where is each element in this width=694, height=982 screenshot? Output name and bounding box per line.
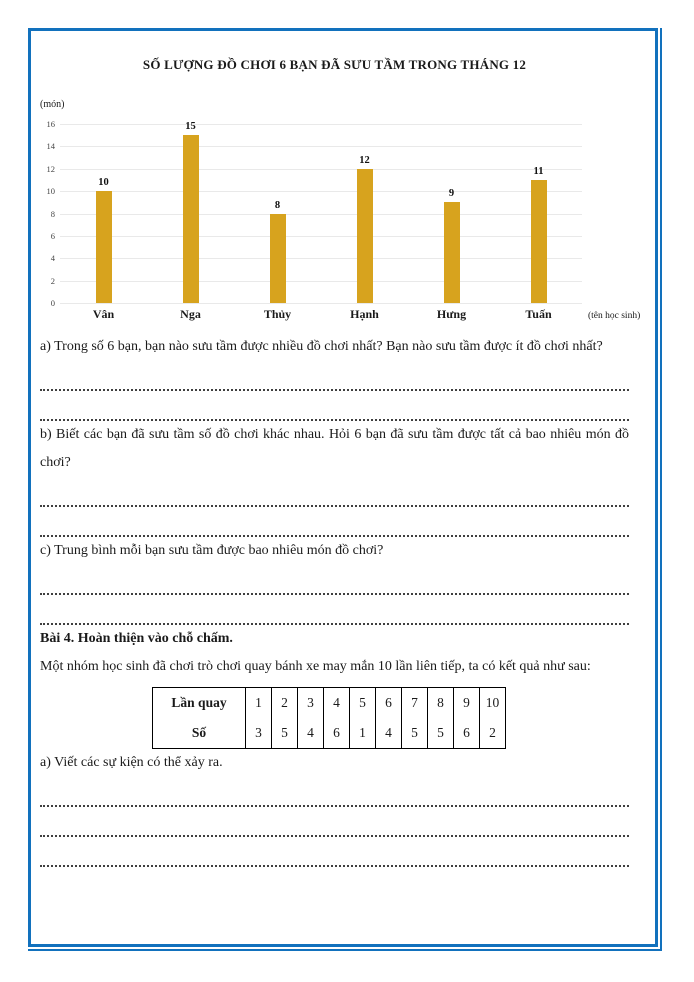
table-cell-spin: 6 [376, 688, 402, 719]
y-tick-label: 4 [50, 253, 55, 264]
y-tick-label: 8 [50, 208, 55, 219]
category-label-Vân: Vân [92, 307, 115, 321]
section4-question-a: a) Viết các sự kiện có thể xảy ra. [40, 755, 223, 770]
y-tick-label: 2 [50, 275, 55, 286]
answer-line [40, 565, 629, 595]
table-cell-number: 6 [324, 718, 350, 749]
table-cell-spin: 1 [246, 688, 272, 719]
y-tick-label: 12 [46, 163, 55, 174]
bar-slot [147, 121, 234, 303]
category-label-Hưng: Hưng [436, 307, 467, 321]
question-c: c) Trung bình mỗi bạn sưu tầm được bao nhiêu món đồ chơi? [40, 543, 384, 558]
bar-value-label: 12 [359, 154, 370, 166]
bar-chart [40, 99, 641, 333]
table-cell-number: 1 [350, 718, 376, 749]
table-cell-number: 5 [402, 718, 428, 749]
bar-slot [234, 124, 321, 303]
worksheet-page [28, 28, 658, 947]
section4-heading: Bài 4. Hoàn thiện vào chỗ chấm. [40, 631, 233, 646]
answer-line [40, 477, 629, 507]
table-row-spins [153, 688, 506, 719]
table-cell-spin: 2 [272, 688, 298, 719]
answer-line [40, 595, 629, 625]
grid-line [60, 303, 582, 304]
x-axis-category-labels [60, 307, 582, 322]
bar-Thủy [270, 214, 286, 304]
bar-value-label: 8 [274, 199, 281, 211]
bar-slot [321, 124, 408, 303]
question-a: a) Trong số 6 bạn, bạn nào sưu tầm được nhiều đồ chơi nhất? Bạn nào sưu tầm được ít đồ chơi nhất? [40, 339, 603, 354]
table-header-so: Số [153, 718, 246, 749]
table-row-numbers [153, 718, 506, 749]
bar-Hưng [444, 202, 460, 303]
bar-Nga [183, 135, 199, 303]
spin-results-table [152, 687, 506, 749]
answer-line [40, 391, 629, 421]
bar-value-label: 11 [533, 165, 544, 177]
bar-slot [60, 124, 147, 303]
table-cell-number: 6 [454, 718, 480, 749]
section4-intro: Một nhóm học sinh đã chơi trò chơi quay bánh xe may mắn 10 lần liên tiếp, ta có kết quả như sau: [40, 659, 591, 674]
x-axis-unit-label: (tên học sinh) [588, 311, 641, 321]
bar-value-label: 10 [98, 177, 109, 189]
table-cell-number: 3 [246, 718, 272, 749]
answer-line [40, 777, 629, 807]
y-axis-ticks [40, 119, 55, 308]
page-border-outer [28, 28, 662, 951]
y-tick-label: 10 [46, 186, 55, 197]
category-label-Tuấn: Tuấn [525, 307, 552, 321]
table-cell-spin: 4 [324, 688, 350, 719]
y-tick-label: 6 [50, 230, 55, 241]
answer-line [40, 361, 629, 391]
bar-slot [408, 124, 495, 303]
bars-container [60, 121, 582, 303]
y-tick-label: 14 [46, 141, 55, 152]
table-cell-number: 4 [376, 718, 402, 749]
chart-title: SỐ LƯỢNG ĐỒ CHƠI 6 BẠN ĐÃ SƯU TẦM TRONG THÁNG 12 [142, 57, 527, 72]
table-cell-spin: 8 [428, 688, 454, 719]
bar-value-label: 15 [185, 121, 196, 133]
table-cell-number: 2 [480, 718, 506, 749]
table-cell-number: 4 [298, 718, 324, 749]
bar-Tuấn [531, 180, 547, 303]
y-axis-unit-label: (món) [40, 99, 65, 110]
answer-line [40, 507, 629, 537]
question-b: b) Biết các bạn đã sưu tầm số đồ chơi khác nhau. Hỏi 6 bạn đã sưu tầm được tất cả bao nhiêu món đồ chơi? [40, 427, 629, 470]
bar-Hạnh [357, 169, 373, 303]
category-label-Thủy: Thủy [263, 307, 292, 321]
table-cell-spin: 7 [402, 688, 428, 719]
plot-area [60, 121, 582, 303]
bar-Vân [96, 191, 112, 303]
table-cell-number: 5 [428, 718, 454, 749]
bar-value-label: 9 [448, 188, 455, 200]
answer-line [40, 807, 629, 837]
category-label-Nga: Nga [180, 307, 201, 321]
y-tick-label: 16 [46, 119, 55, 129]
table-cell-spin: 5 [350, 688, 376, 719]
answer-line [40, 837, 629, 867]
table-cell-spin: 3 [298, 688, 324, 719]
table-cell-spin: 10 [480, 688, 506, 719]
bar-slot [495, 124, 582, 303]
table-header-lan-quay: Lần quay [153, 688, 246, 719]
y-tick-label: 0 [50, 298, 55, 308]
category-label-Hạnh: Hạnh [350, 307, 379, 321]
table-cell-number: 5 [272, 718, 298, 749]
table-cell-spin: 9 [454, 688, 480, 719]
